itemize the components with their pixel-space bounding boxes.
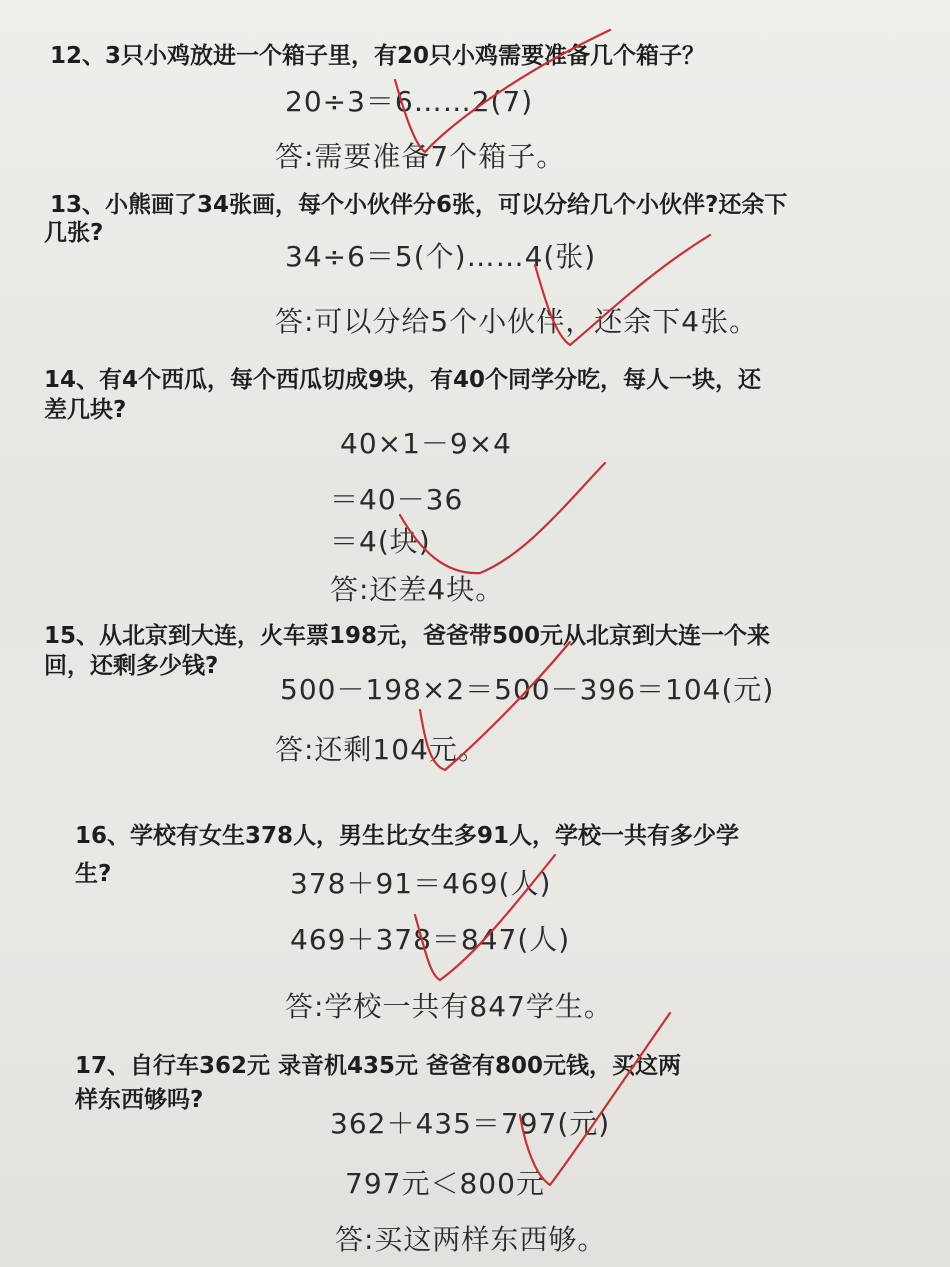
question-14-answer: 答:还差4块。 — [330, 573, 505, 606]
question-13-work-line-1: 34÷6＝5(个)……4(张) — [285, 240, 597, 273]
question-15-work-line-1: 500－198×2＝500－396＝104(元) — [280, 673, 775, 706]
question-16-answer: 答:学校一共有847学生。 — [285, 990, 613, 1023]
question-17-text-line-1: 17、自行车362元 录音机435元 爸爸有800元钱，买这两 — [75, 1053, 682, 1079]
question-14-work-line-3: ＝4(块) — [330, 525, 431, 558]
question-17-work-line-1: 362＋435＝797(元) — [330, 1107, 611, 1140]
question-17-work-line-2: 797元＜800元 — [345, 1167, 545, 1200]
question-16-text-line-1: 16、学校有女生378人，男生比女生多91人，学校一共有多少学 — [75, 823, 740, 849]
question-14-work-line-1: 40×1－9×4 — [340, 427, 512, 460]
question-14-work-line-2: ＝40－36 — [330, 483, 464, 516]
question-15-text-line-2: 回，还剩多少钱? — [44, 653, 219, 679]
question-16-text-line-2: 生? — [75, 861, 112, 887]
question-13-text-line-2: 几张? — [44, 220, 104, 246]
question-16-work-line-1: 378＋91＝469(人) — [290, 867, 552, 900]
question-12-text: 12、3只小鸡放进一个箱子里，有20只小鸡需要准备几个箱子？ — [50, 43, 706, 69]
question-16-work-line-2: 469＋378＝847(人) — [290, 923, 571, 956]
question-13-answer: 答:可以分给5个小伙伴，还余下4张。 — [275, 305, 759, 338]
question-15-answer: 答:还剩104元。 — [275, 733, 487, 766]
question-12-answer: 答:需要准备7个箱子。 — [275, 140, 566, 173]
question-17-answer: 答:买这两样东西够。 — [335, 1223, 607, 1256]
question-12-work-line-1: 20÷3＝6……2(7) — [285, 85, 534, 118]
question-13-text-line-1: 13、小熊画了34张画，每个小伙伴分6张，可以分给几个小伙伴?还余下 — [50, 192, 788, 218]
question-17-text-line-2: 样东西够吗? — [75, 1087, 204, 1113]
question-14-text-line-2: 差几块? — [44, 397, 127, 423]
question-15-text-line-1: 15、从北京到大连，火车票198元，爸爸带500元从北京到大连一个来 — [44, 623, 771, 649]
question-14-text-line-1: 14、有4个西瓜，每个西瓜切成9块，有40个同学分吃，每人一块，还 — [44, 367, 762, 393]
